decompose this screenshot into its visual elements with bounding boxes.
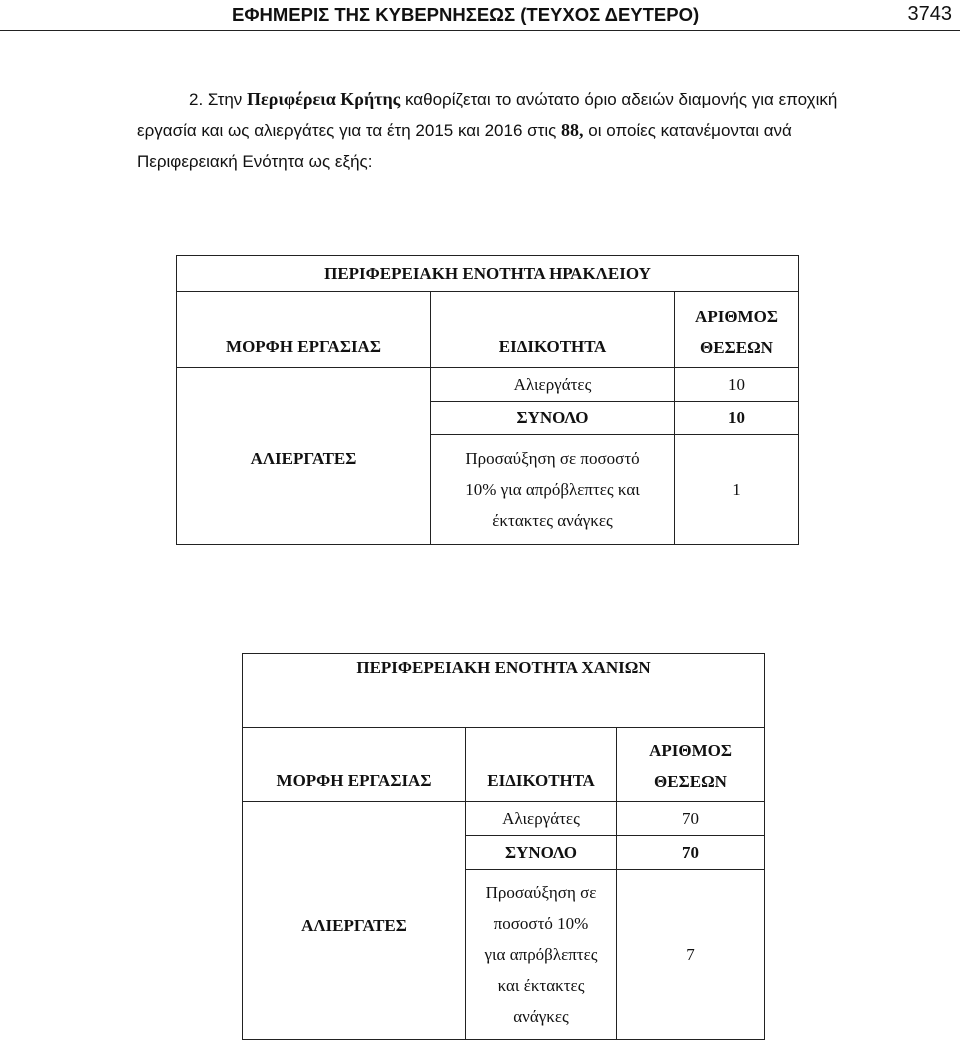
specialty-cell: Αλιεργάτες xyxy=(431,368,675,402)
col-header-positions xyxy=(675,292,799,368)
page-header xyxy=(0,0,960,31)
increase-line-4: και έκτακτες xyxy=(497,976,585,995)
col-header-specialty: ΕΙΔΙΚΟΤΗΤΑ xyxy=(466,728,617,802)
table-row xyxy=(177,368,799,402)
paragraph-number: 2. xyxy=(189,90,204,109)
total-positions: 70 xyxy=(617,836,765,870)
col-header-work-type: ΜΟΡΦΗ ΕΡΓΑΣΙΑΣ xyxy=(177,292,431,368)
increase-line-5: ανάγκες xyxy=(513,1007,569,1026)
positions-cell: 70 xyxy=(617,802,765,836)
total-label: ΣΥΝΟΛΟ xyxy=(431,402,675,435)
table-chania xyxy=(242,653,765,1040)
increase-positions: 7 xyxy=(617,870,765,1040)
col-header-specialty: ΕΙΔΙΚΟΤΗΤΑ xyxy=(431,292,675,368)
total-positions: 10 xyxy=(675,402,799,435)
col-header-positions xyxy=(617,728,765,802)
col-header-work-type: ΜΟΡΦΗ ΕΡΓΑΣΙΑΣ xyxy=(243,728,466,802)
paragraph-intro: Στην xyxy=(207,90,243,109)
table-heraklion xyxy=(176,255,799,545)
region-name: Περιφέρεια Κρήτης xyxy=(247,89,401,109)
increase-line-3: έκτακτες ανάγκες xyxy=(492,511,613,530)
paragraph-2 xyxy=(137,84,857,177)
specialty-cell: Αλιεργάτες xyxy=(466,802,617,836)
table-row xyxy=(243,802,765,836)
increase-line-1: Προσαύξηση σε xyxy=(485,883,597,902)
page-number: 3743 xyxy=(907,3,952,25)
increase-positions: 1 xyxy=(675,435,799,545)
increase-description xyxy=(466,870,617,1040)
col-header-positions-line1: ΑΡΙΘΜΟΣ xyxy=(695,307,778,326)
table-title: ΠΕΡΙΦΕΡΕΙΑΚΗ ΕΝΟΤΗΤΑ ΗΡΑΚΛΕΙΟΥ xyxy=(177,256,799,292)
total-label: ΣΥΝΟΛΟ xyxy=(466,836,617,870)
paragraph-text-1: καθορίζεται το ανώτατο όριο αδειών διαμονής για εποχική εργασία και ως αλιεργάτες για τα έτη 2015 και 2016 στις xyxy=(137,90,838,140)
increase-description xyxy=(431,435,675,545)
col-header-positions-line2: ΘΕΣΕΩΝ xyxy=(700,338,773,357)
increase-line-1: Προσαύξηση σε ποσοστό xyxy=(465,449,640,468)
paragraph-text-2: οι οποίες κατανέμονται ανά Περιφερειακή Ενότητα ως εξής: xyxy=(137,121,792,171)
positions-cell: 10 xyxy=(675,368,799,402)
col-header-positions-line2: ΘΕΣΕΩΝ xyxy=(654,772,727,791)
increase-line-2: 10% για απρόβλεπτες και xyxy=(465,480,640,499)
increase-line-3: για απρόβλεπτες xyxy=(484,945,598,964)
increase-line-2: ποσοστό 10% xyxy=(493,914,589,933)
work-type-cell: ΑΛΙΕΡΓΑΤΕΣ xyxy=(243,802,466,1040)
col-header-positions-line1: ΑΡΙΘΜΟΣ xyxy=(649,741,732,760)
total-permits: 88, xyxy=(561,120,584,140)
gazette-title: ΕΦΗΜΕΡΙΣ ΤΗΣ ΚΥΒΕΡΝΗΣΕΩΣ (ΤΕΥΧΟΣ ΔΕΥΤΕΡΟ) xyxy=(232,4,700,25)
work-type-cell: ΑΛΙΕΡΓΑΤΕΣ xyxy=(177,368,431,545)
table-title: ΠΕΡΙΦΕΡΕΙΑΚΗ ΕΝΟΤΗΤΑ ΧΑΝΙΩΝ xyxy=(243,654,765,728)
